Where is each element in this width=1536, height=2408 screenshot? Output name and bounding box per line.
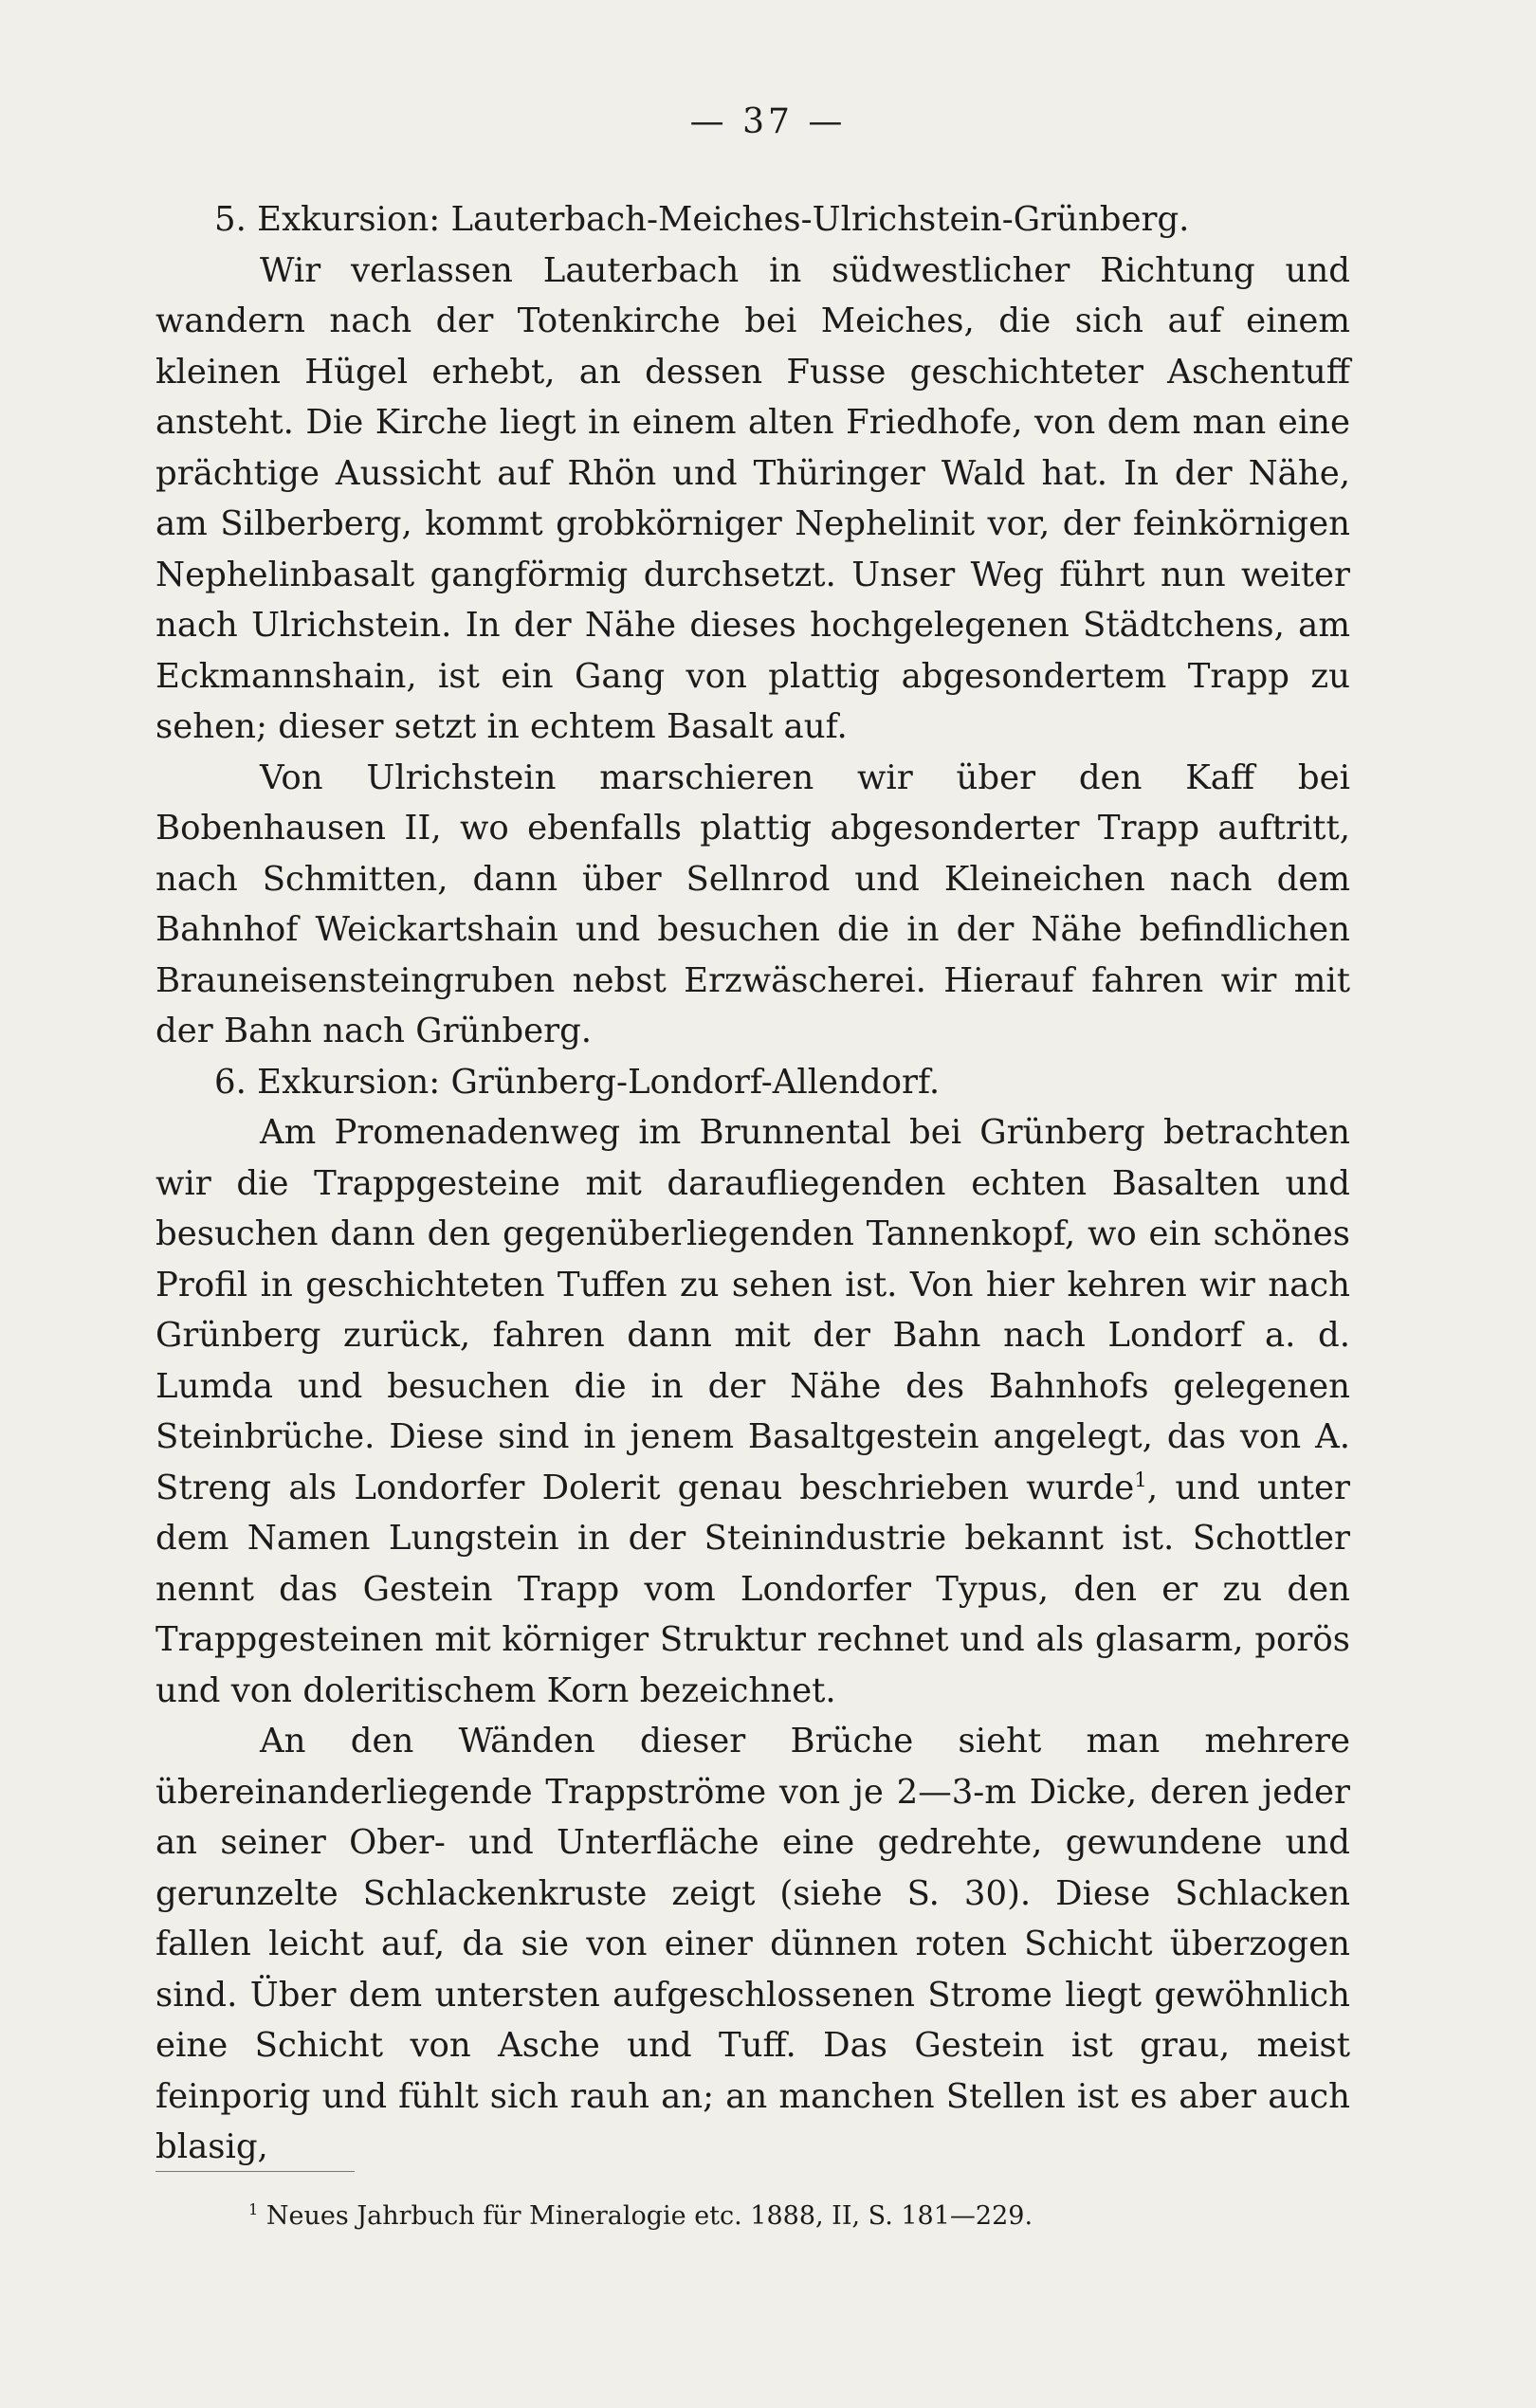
section-heading-6: 6. Exkursion: Grünberg-Londorf-Allendorf. [214,1062,941,1102]
footnote-text: Neues Jahrbuch für Mineralogie etc. 1888, II, S. 181—229. [265,2201,1033,2231]
paragraph: An den Wänden dieser Brüche sieht man mehrere übereinanderliegende Trappströme von je 2—3-m Dicke, deren jeder an seiner Ober- und Unterfläche eine gedrehte, gewundene und gerunzelte Schlackenkruste zeigt (siehe S. 30). Diese Schlacken fallen leicht auf, da sie von einer dünnen roten Schicht überzogen sind. Über dem untersten aufgeschlossenen Strome liegt gewöhnlich eine Schicht von Asche und Tuff. Das Gestein ist grau, meist feinporig und fühlt sich rauh an; an manchen Stellen ist es aber auch blasig, [155,1722,1350,2166]
paragraph-text: wurde [1026,1468,1135,1507]
footnote-marker: 1 [248,2200,259,2218]
page-number: — 37 — [689,102,847,141]
paragraph-text: , und unter dem Namen Lungstein in der Steinindustrie bekannt ist. Schottler nennt das Gestein Trapp vom Londorfer Typus, den er zu den Trappgesteinen mit körniger Struktur rechnet und als glasarm, porös und von doleritischem Korn bezeichnet. [155,1468,1350,1710]
paragraph: Wir verlassen Lauterbach in südwestlicher Richtung und wandern nach der Totenkirche bei Meiches, die sich auf einem kleinen Hügel erhebt, an dessen Fusse geschichteter Aschentuff ansteht. Die Kirche liegt in einem alten Friedhofe, von dem man eine prächtige Aussicht auf Rhön und Thüringer Wald hat. In der Nähe, am Silberberg, kommt grobkörniger Nephelinit vor, der feinkörnigen Nephelinbasalt gangförmig durchsetzt. Unser Weg führt nun weiter nach Ulrichstein. In der Nähe dieses hochgelegenen Städtchens, am Eckmannshain, ist ein Gang von plattig abgesondertem Trapp zu sehen; dieser setzt in echtem Basalt auf. [155,250,1350,746]
footnote [248,2199,1033,2234]
footnote-divider [155,2171,355,2172]
paragraph [155,1107,1350,1716]
body-text [155,194,1350,2173]
paragraph-text: Am Promenadenweg im Brunnental bei Grünberg betrachten wir die Trappgesteine mit daraufliegenden echten Basalten und besuchen dann den gegenüberliegenden Tannenkopf, wo ein schönes Profil in geschichteten Tuffen zu sehen ist. Von hier kehren wir nach Grünberg zurück, fahren dann mit der Bahn nach Londorf a. d. Lumda und besuchen die in der Nähe des Bahnhofs gelegenen Steinbrüche. Diese sind in jenem Basaltgestein angelegt, das von A. Streng als Londorfer Dolerit genau beschrieben [155,1113,1350,1507]
section-heading-5: 5. Exkursion: Lauterbach-Meiches-Ulrichstein-Grünberg. [214,200,1190,239]
footnote-reference: 1 [1134,1468,1147,1492]
paragraph: Von Ulrichstein marschieren wir über den Kaff bei Bobenhausen II, wo ebenfalls plattig abgesonderter Trapp auftritt, nach Schmitten, dann über Sellnrod und Kleineichen nach dem Bahnhof Weickartshain und besuchen die in der Nähe befindlichen Brauneisensteingruben nebst Erzwäscherei. Hierauf fahren wir mit der Bahn nach Grünberg. [155,757,1350,1050]
